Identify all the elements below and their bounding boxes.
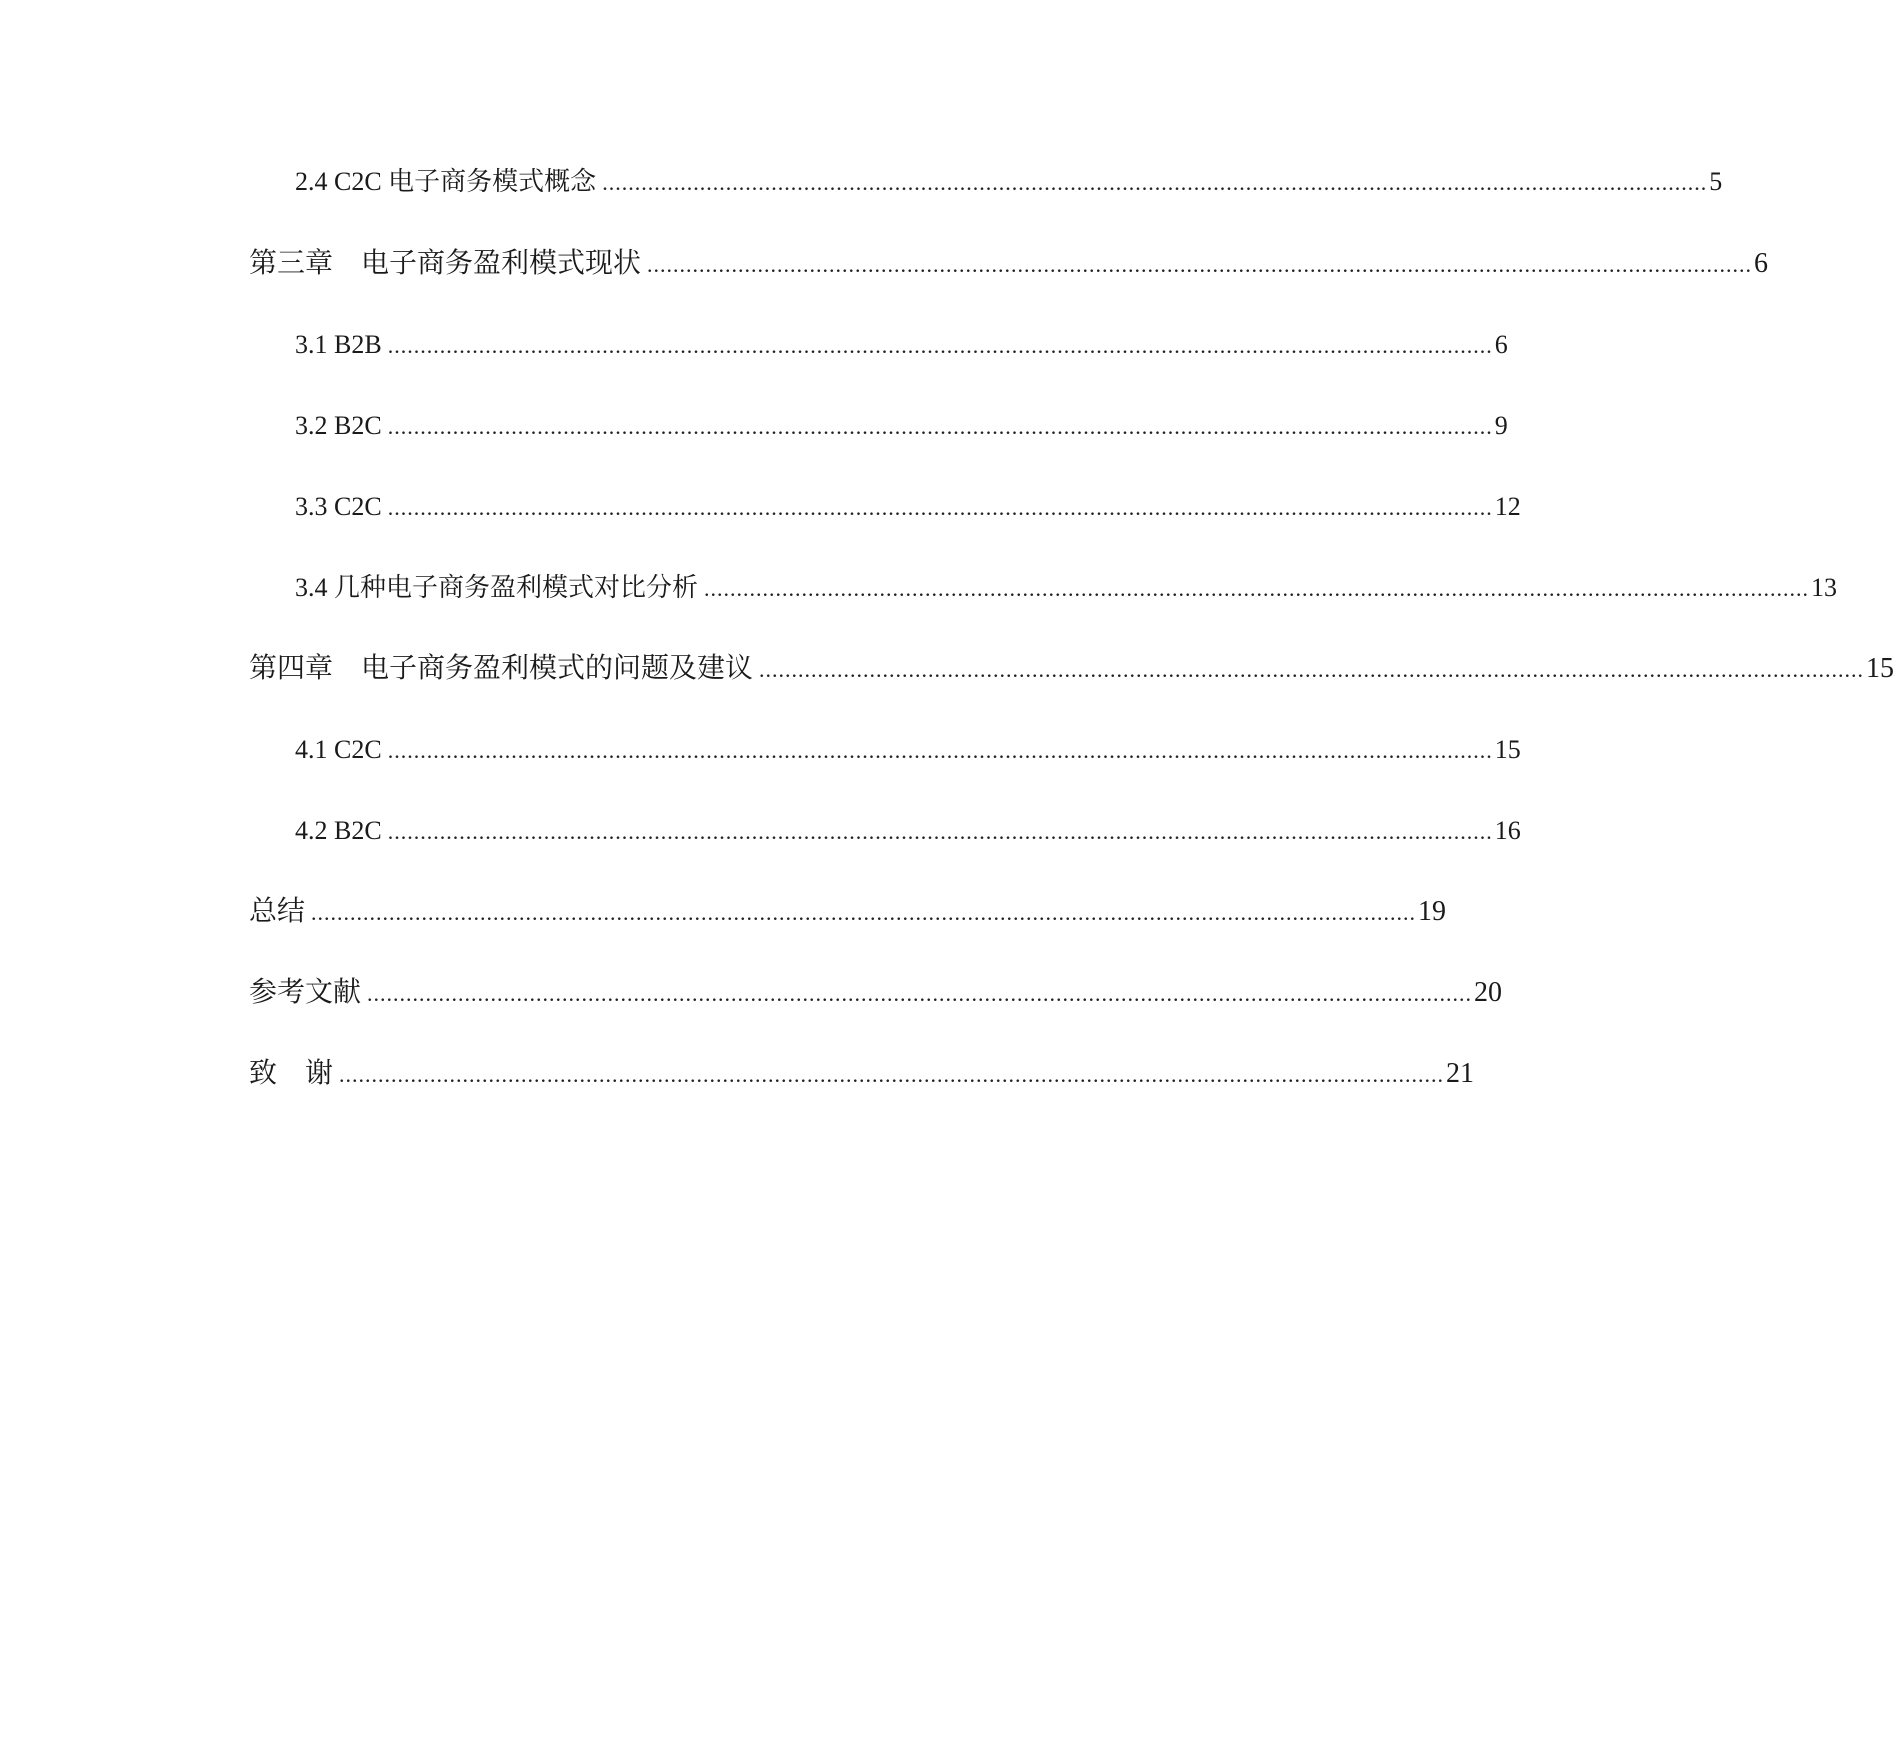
toc-entry-page: 12 xyxy=(1494,492,1521,521)
toc-entry-page: 13 xyxy=(1811,573,1838,602)
toc-dot-leader: .......................................................................................................................................................................... xyxy=(387,414,1493,439)
toc-entry-title: 第四章 电子商务盈利模式的问题及建议 xyxy=(249,653,754,684)
toc-dot-leader: .......................................................................................................................................................................... xyxy=(602,170,1708,195)
toc-entry-title: 致 谢 xyxy=(249,1058,334,1089)
toc-dot-leader: .......................................................................................................................................................................... xyxy=(387,819,1493,844)
toc-entry-3-1[interactable] xyxy=(295,325,1508,365)
toc-entry-title: 2.4 C2C 电子商务模式概念 xyxy=(295,167,597,196)
toc-entry-page: 21 xyxy=(1446,1058,1475,1089)
toc-entry-page: 19 xyxy=(1418,896,1447,927)
toc-entry-page: 9 xyxy=(1494,411,1508,440)
toc-entry-title: 3.3 C2C xyxy=(295,492,382,521)
toc-entry-2-4[interactable] xyxy=(295,162,1723,202)
toc-entry-page: 20 xyxy=(1474,977,1503,1008)
toc-dot-leader: .......................................................................................................................................................................... xyxy=(387,495,1493,520)
toc-dot-leader: .......................................................................................................................................................................... xyxy=(704,576,1810,601)
toc-entry-chapter-4[interactable] xyxy=(249,649,1894,689)
toc-entry-references[interactable] xyxy=(249,973,1503,1013)
toc-entry-title: 3.4 几种电子商务盈利模式对比分析 xyxy=(295,573,699,602)
toc-entry-title: 参考文献 xyxy=(249,977,362,1008)
toc-entry-page: 15 xyxy=(1866,653,1894,684)
toc-dot-leader: .......................................................................................................................................................................... xyxy=(387,738,1493,763)
toc-entry-page: 6 xyxy=(1494,330,1508,359)
toc-entry-4-1[interactable] xyxy=(295,730,1521,770)
toc-entry-3-4[interactable] xyxy=(295,568,1838,608)
toc-entry-3-2[interactable] xyxy=(295,406,1508,446)
toc-dot-leader: .......................................................................................................................................................................... xyxy=(647,252,1753,277)
toc-entry-title: 4.1 C2C xyxy=(295,735,382,764)
toc-entry-4-2[interactable] xyxy=(295,811,1521,851)
toc-entry-page: 15 xyxy=(1494,735,1521,764)
toc-entry-title: 第三章 电子商务盈利模式现状 xyxy=(249,248,642,279)
toc-entry-summary[interactable] xyxy=(249,892,1447,932)
toc-entry-acknowledgements[interactable] xyxy=(249,1054,1475,1094)
toc-entry-chapter-3[interactable] xyxy=(249,244,1769,284)
toc-entry-title: 总结 xyxy=(249,896,306,927)
toc-dot-leader: .......................................................................................................................................................................... xyxy=(339,1062,1445,1087)
toc-dot-leader: .......................................................................................................................................................................... xyxy=(367,981,1473,1006)
toc-entry-title: 3.2 B2C xyxy=(295,411,382,440)
toc-entry-page: 6 xyxy=(1754,248,1769,279)
toc-entry-title: 3.1 B2B xyxy=(295,330,382,359)
toc-entry-3-3[interactable] xyxy=(295,487,1521,527)
toc-dot-leader: .......................................................................................................................................................................... xyxy=(759,657,1865,682)
toc-entry-page: 5 xyxy=(1709,167,1723,196)
toc-entry-title: 4.2 B2C xyxy=(295,816,382,845)
toc-dot-leader: .......................................................................................................................................................................... xyxy=(387,333,1493,358)
toc-entry-page: 16 xyxy=(1494,816,1521,845)
toc-dot-leader: .......................................................................................................................................................................... xyxy=(311,900,1417,925)
